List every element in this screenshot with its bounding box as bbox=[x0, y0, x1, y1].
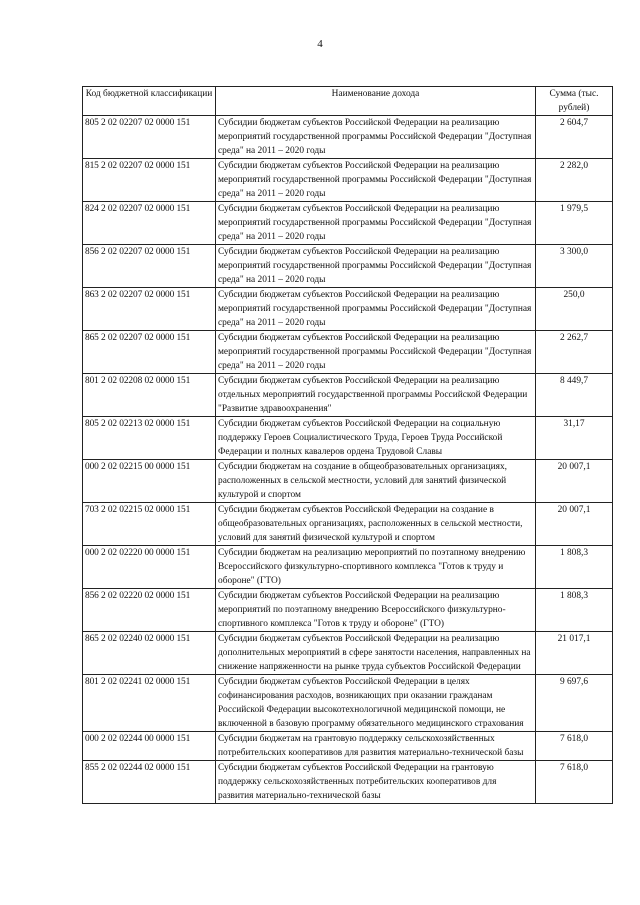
table-row bbox=[83, 460, 613, 503]
table-row bbox=[83, 331, 613, 374]
cell-name: Субсидии бюджетам субъектов Российской Федерации на реализацию мероприятий государственной программы Российской Федерации "Доступная среда" на 2011 – 2020 годы bbox=[216, 116, 536, 159]
cell-code: 865 2 02 02240 02 0000 151 bbox=[83, 632, 216, 675]
cell-name: Субсидии бюджетам субъектов Российской Федерации на реализацию мероприятий государственной программы Российской Федерации "Доступная среда" на 2011 – 2020 годы bbox=[216, 245, 536, 288]
cell-code: 801 2 02 02241 02 0000 151 bbox=[83, 675, 216, 732]
cell-name: Субсидии бюджетам субъектов Российской Федерации на реализацию мероприятий государственной программы Российской Федерации "Доступная среда" на 2011 – 2020 годы bbox=[216, 159, 536, 202]
table-header-row bbox=[83, 87, 613, 116]
table-row bbox=[83, 732, 613, 761]
cell-code: 824 2 02 02207 02 0000 151 bbox=[83, 202, 216, 245]
cell-code: 000 2 02 02244 00 0000 151 bbox=[83, 732, 216, 761]
header-name: Наименование дохода bbox=[216, 87, 536, 116]
cell-code: 856 2 02 02207 02 0000 151 bbox=[83, 245, 216, 288]
header-amount: Сумма (тыс. рублей) bbox=[536, 87, 613, 116]
cell-name: Субсидии бюджетам субъектов Российской Федерации на создание в общеобразовательных организациях, расположенных в сельской местности, условий для занятий физической культурой и спортом bbox=[216, 503, 536, 546]
table-row bbox=[83, 374, 613, 417]
cell-amount: 1 808,3 bbox=[536, 589, 613, 632]
table-row bbox=[83, 546, 613, 589]
table-row bbox=[83, 675, 613, 732]
cell-name: Субсидии бюджетам субъектов Российской Федерации на реализацию мероприятий государственной программы Российской Федерации "Доступная среда" на 2011 – 2020 годы bbox=[216, 331, 536, 374]
table-row bbox=[83, 245, 613, 288]
cell-amount: 7 618,0 bbox=[536, 761, 613, 804]
cell-code: 000 2 02 02220 00 0000 151 bbox=[83, 546, 216, 589]
cell-name: Субсидии бюджетам субъектов Российской Федерации на реализацию мероприятий государственной программы Российской Федерации "Доступная среда" на 2011 – 2020 годы bbox=[216, 202, 536, 245]
cell-name: Субсидии бюджетам на реализацию мероприятий по поэтапному внедрению Всероссийского физкультурно-спортивного комплекса "Готов к труду и обороне" (ГТО) bbox=[216, 546, 536, 589]
header-code: Код бюджетной классификации bbox=[83, 87, 216, 116]
cell-code: 805 2 02 02207 02 0000 151 bbox=[83, 116, 216, 159]
cell-amount: 9 697,6 bbox=[536, 675, 613, 732]
cell-code: 000 2 02 02215 00 0000 151 bbox=[83, 460, 216, 503]
cell-code: 805 2 02 02213 02 0000 151 bbox=[83, 417, 216, 460]
cell-amount: 31,17 bbox=[536, 417, 613, 460]
cell-name: Субсидии бюджетам на создание в общеобразовательных организациях, расположенных в сельской местности, условий для занятий физической культурой и спортом bbox=[216, 460, 536, 503]
cell-code: 855 2 02 02244 02 0000 151 bbox=[83, 761, 216, 804]
cell-name: Субсидии бюджетам субъектов Российской Федерации в целях софинансирования расходов, возникающих при оказании гражданам Российской Федерации высокотехнологичной медицинской помощи, не включенной в базовую программу обязательного медицинского страхования bbox=[216, 675, 536, 732]
table-row bbox=[83, 632, 613, 675]
table-row bbox=[83, 288, 613, 331]
cell-name: Субсидии бюджетам на грантовую поддержку сельскохозяйственных потребительских кооперативов для развития материально-технической базы bbox=[216, 732, 536, 761]
cell-code: 801 2 02 02208 02 0000 151 bbox=[83, 374, 216, 417]
cell-amount: 2 604,7 bbox=[536, 116, 613, 159]
cell-name: Субсидии бюджетам субъектов Российской Федерации на реализацию дополнительных мероприятий в сфере занятости населения, направленных на снижение напряженности на рынке труда субъектов Российской Федерации bbox=[216, 632, 536, 675]
cell-code: 703 2 02 02215 02 0000 151 bbox=[83, 503, 216, 546]
cell-amount: 2 282,0 bbox=[536, 159, 613, 202]
cell-code: 815 2 02 02207 02 0000 151 bbox=[83, 159, 216, 202]
cell-code: 856 2 02 02220 02 0000 151 bbox=[83, 589, 216, 632]
table-row bbox=[83, 202, 613, 245]
cell-code: 863 2 02 02207 02 0000 151 bbox=[83, 288, 216, 331]
cell-code: 865 2 02 02207 02 0000 151 bbox=[83, 331, 216, 374]
table-row bbox=[83, 589, 613, 632]
cell-amount: 1 808,3 bbox=[536, 546, 613, 589]
table-row bbox=[83, 503, 613, 546]
table-row bbox=[83, 116, 613, 159]
cell-amount: 8 449,7 bbox=[536, 374, 613, 417]
cell-amount: 250,0 bbox=[536, 288, 613, 331]
cell-amount: 3 300,0 bbox=[536, 245, 613, 288]
cell-amount: 2 262,7 bbox=[536, 331, 613, 374]
cell-name: Субсидии бюджетам субъектов Российской Федерации на реализацию отдельных мероприятий государственной программы Российской Федерации "Развитие здравоохранения" bbox=[216, 374, 536, 417]
table-row bbox=[83, 159, 613, 202]
cell-amount: 1 979,5 bbox=[536, 202, 613, 245]
cell-name: Субсидии бюджетам субъектов Российской Федерации на реализацию мероприятий по поэтапному внедрению Всероссийского физкультурно-спортивного комплекса "Готов к труду и обороне" (ГТО) bbox=[216, 589, 536, 632]
cell-name: Субсидии бюджетам субъектов Российской Федерации на грантовую поддержку сельскохозяйственных потребительских кооперативов для развития материально-технической базы bbox=[216, 761, 536, 804]
cell-name: Субсидии бюджетам субъектов Российской Федерации на реализацию мероприятий государственной программы Российской Федерации "Доступная среда" на 2011 – 2020 годы bbox=[216, 288, 536, 331]
cell-amount: 20 007,1 bbox=[536, 503, 613, 546]
table-body bbox=[83, 116, 613, 804]
page-number: 4 bbox=[317, 38, 323, 50]
cell-amount: 20 007,1 bbox=[536, 460, 613, 503]
cell-amount: 7 618,0 bbox=[536, 732, 613, 761]
table-row bbox=[83, 417, 613, 460]
cell-amount: 21 017,1 bbox=[536, 632, 613, 675]
cell-name: Субсидии бюджетам субъектов Российской Федерации на социальную поддержку Героев Социалистического Труда, Героев Труда Российской Федерации и полных кавалеров ордена Трудовой Славы bbox=[216, 417, 536, 460]
table-row bbox=[83, 761, 613, 804]
revenue-table bbox=[82, 86, 613, 804]
